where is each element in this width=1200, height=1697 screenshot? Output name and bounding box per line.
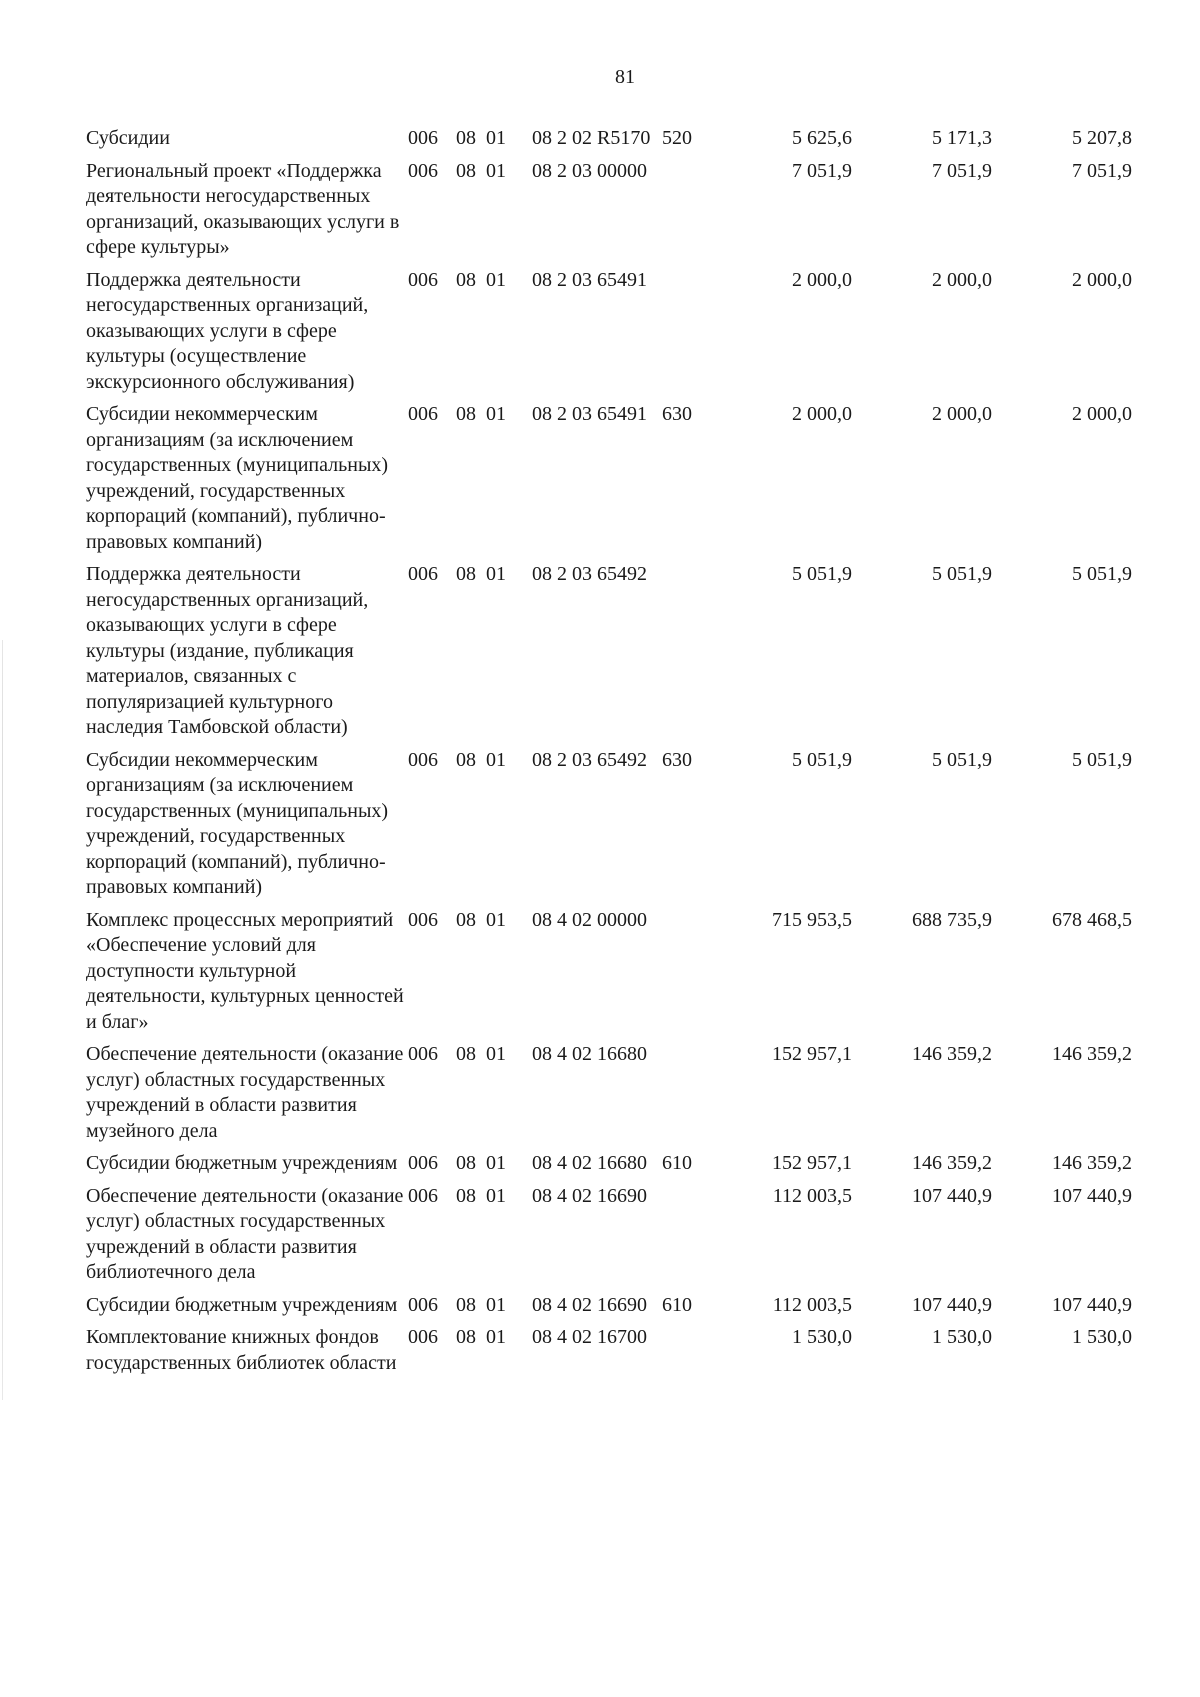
row-subsection-code: 01 — [486, 1184, 506, 1207]
row-target-code: 08 4 02 16700 — [532, 1326, 647, 1348]
table-row — [86, 159, 1166, 261]
row-sum-year-2: 5 051,9 — [932, 748, 992, 771]
row-sum-year-2: 107 440,9 — [912, 1184, 992, 1207]
row-sum-year-2: 107 440,9 — [912, 1293, 992, 1316]
budget-table — [86, 126, 1166, 1383]
row-ved-code: 006 — [408, 127, 438, 149]
table-row — [86, 402, 1166, 555]
row-target-code: 08 2 02 R5170 — [532, 127, 651, 149]
row-sum-year-3: 146 359,2 — [1052, 1152, 1132, 1174]
row-sum-year-3: 2 000,0 — [1072, 403, 1132, 425]
row-target-code: 08 2 03 65491 — [532, 268, 647, 291]
row-sum-year-2: 2 000,0 — [932, 403, 992, 425]
row-sum-year-3: 5 207,8 — [1072, 127, 1132, 149]
row-target-code: 08 4 02 16680 — [532, 1043, 647, 1065]
row-expense-type: 630 — [662, 748, 692, 771]
row-sum-year-3: 146 359,2 — [1052, 1043, 1132, 1065]
row-subsection-code: 01 — [486, 1326, 506, 1348]
row-sum-year-2: 1 530,0 — [932, 1326, 992, 1348]
table-row — [86, 1184, 1166, 1286]
row-ved-code: 006 — [408, 908, 438, 931]
row-sum-year-1: 5 051,9 — [792, 748, 852, 771]
row-sum-year-1: 1 530,0 — [792, 1326, 852, 1348]
row-subsection-code: 01 — [486, 127, 506, 149]
table-row — [86, 1042, 1166, 1144]
row-ved-code: 006 — [408, 1043, 438, 1065]
row-ved-code: 006 — [408, 1184, 438, 1207]
row-name: Субсидии бюджетным учреждениям — [86, 1293, 398, 1316]
table-row — [86, 126, 1166, 152]
row-subsection-code: 01 — [486, 268, 506, 291]
row-name: Субсидии — [86, 127, 170, 149]
row-sum-year-1: 112 003,5 — [772, 1293, 852, 1316]
row-section-code: 08 — [456, 1293, 476, 1316]
row-section-code: 08 — [456, 563, 476, 585]
row-ved-code: 006 — [408, 748, 438, 771]
row-expense-type: 610 — [662, 1293, 692, 1316]
row-sum-year-3: 678 468,5 — [1052, 908, 1132, 931]
row-sum-year-1: 5 051,9 — [792, 563, 852, 585]
row-target-code: 08 4 02 16690 — [532, 1293, 647, 1316]
row-sum-year-2: 146 359,2 — [912, 1152, 992, 1174]
table-row — [86, 1151, 1166, 1177]
row-section-code: 08 — [456, 1152, 476, 1174]
row-sum-year-3: 7 051,9 — [1072, 159, 1132, 182]
row-sum-year-2: 688 735,9 — [912, 908, 992, 931]
table-row — [86, 908, 1166, 1036]
row-sum-year-2: 7 051,9 — [932, 159, 992, 182]
row-target-code: 08 4 02 16690 — [532, 1184, 647, 1207]
row-sum-year-2: 5 171,3 — [932, 127, 992, 149]
table-row — [86, 748, 1166, 901]
row-sum-year-3: 107 440,9 — [1052, 1293, 1132, 1316]
row-name: Региональный проект «Поддержка деятельности негосударственных организаций, оказывающих услуги в сфере культуры» — [86, 159, 400, 258]
row-section-code: 08 — [456, 159, 476, 182]
page-number: 81 — [615, 66, 635, 88]
row-ved-code: 006 — [408, 268, 438, 291]
row-subsection-code: 01 — [486, 563, 506, 585]
row-sum-year-3: 5 051,9 — [1072, 748, 1132, 771]
row-name: Обеспечение деятельности (оказание услуг) областных государственных учреждений в области развития библиотечного дела — [86, 1184, 404, 1283]
row-target-code: 08 2 03 65492 — [532, 563, 647, 585]
row-subsection-code: 01 — [486, 1293, 506, 1316]
row-section-code: 08 — [456, 1043, 476, 1065]
row-section-code: 08 — [456, 1326, 476, 1348]
row-ved-code: 006 — [408, 403, 438, 425]
row-section-code: 08 — [456, 1184, 476, 1207]
table-row — [86, 1293, 1166, 1319]
row-name: Обеспечение деятельности (оказание услуг) областных государственных учреждений в области развития музейного дела — [86, 1043, 404, 1142]
row-ved-code: 006 — [408, 159, 438, 182]
row-subsection-code: 01 — [486, 1043, 506, 1065]
row-subsection-code: 01 — [486, 159, 506, 182]
row-subsection-code: 01 — [486, 908, 506, 931]
table-row — [86, 1325, 1166, 1376]
row-name: Субсидии некоммерческим организациям (за исключением государственных (муниципальных) учреждений, государственных корпораций (компаний), публично-правовых компаний) — [86, 403, 389, 553]
row-sum-year-1: 715 953,5 — [772, 908, 852, 931]
row-target-code: 08 2 03 65492 — [532, 748, 647, 771]
row-ved-code: 006 — [408, 563, 438, 585]
row-section-code: 08 — [456, 268, 476, 291]
row-sum-year-1: 112 003,5 — [772, 1184, 852, 1207]
row-sum-year-1: 2 000,0 — [792, 403, 852, 425]
row-sum-year-2: 146 359,2 — [912, 1043, 992, 1065]
table-row — [86, 268, 1166, 396]
row-expense-type: 630 — [662, 403, 692, 425]
table-row — [86, 562, 1166, 741]
row-sum-year-3: 1 530,0 — [1072, 1326, 1132, 1348]
row-sum-year-1: 2 000,0 — [792, 268, 852, 291]
row-target-code: 08 4 02 00000 — [532, 908, 647, 931]
row-name: Субсидии некоммерческим организациям (за исключением государственных (муниципальных) учреждений, государственных корпораций (компаний), публично-правовых компаний) — [86, 748, 389, 898]
row-ved-code: 006 — [408, 1293, 438, 1316]
row-name: Поддержка деятельности негосударственных организаций, оказывающих услуги в сфере культуры (издание, публикация материалов, связанных с популяризацией культурного наследия Тамбовской области) — [86, 563, 369, 738]
row-name: Поддержка деятельности негосударственных организаций, оказывающих услуги в сфере культуры (осуществление экскурсионного обслуживания) — [86, 268, 369, 393]
row-ved-code: 006 — [408, 1152, 438, 1174]
row-name: Комплектование книжных фондов государственных библиотек области — [86, 1326, 397, 1374]
row-expense-type: 520 — [662, 127, 692, 149]
row-section-code: 08 — [456, 908, 476, 931]
row-section-code: 08 — [456, 403, 476, 425]
row-subsection-code: 01 — [486, 403, 506, 425]
row-sum-year-2: 5 051,9 — [932, 563, 992, 585]
row-target-code: 08 4 02 16680 — [532, 1152, 647, 1174]
row-target-code: 08 2 03 65491 — [532, 403, 647, 425]
row-subsection-code: 01 — [486, 748, 506, 771]
row-sum-year-3: 107 440,9 — [1052, 1184, 1132, 1207]
row-target-code: 08 2 03 00000 — [532, 159, 647, 182]
row-ved-code: 006 — [408, 1326, 438, 1348]
row-sum-year-2: 2 000,0 — [932, 268, 992, 291]
row-section-code: 08 — [456, 748, 476, 771]
row-expense-type: 610 — [662, 1152, 692, 1174]
scan-margin-line — [2, 640, 3, 1400]
row-sum-year-1: 152 957,1 — [772, 1043, 852, 1065]
row-subsection-code: 01 — [486, 1152, 506, 1174]
row-name: Комплекс процессных мероприятий «Обеспечение условий для доступности культурной деятельности, культурных ценностей и благ» — [86, 908, 404, 1033]
row-sum-year-1: 5 625,6 — [792, 127, 852, 149]
row-sum-year-1: 7 051,9 — [792, 159, 852, 182]
row-sum-year-3: 5 051,9 — [1072, 563, 1132, 585]
row-name: Субсидии бюджетным учреждениям — [86, 1152, 398, 1174]
row-sum-year-1: 152 957,1 — [772, 1152, 852, 1174]
row-section-code: 08 — [456, 127, 476, 149]
row-sum-year-3: 2 000,0 — [1072, 268, 1132, 291]
